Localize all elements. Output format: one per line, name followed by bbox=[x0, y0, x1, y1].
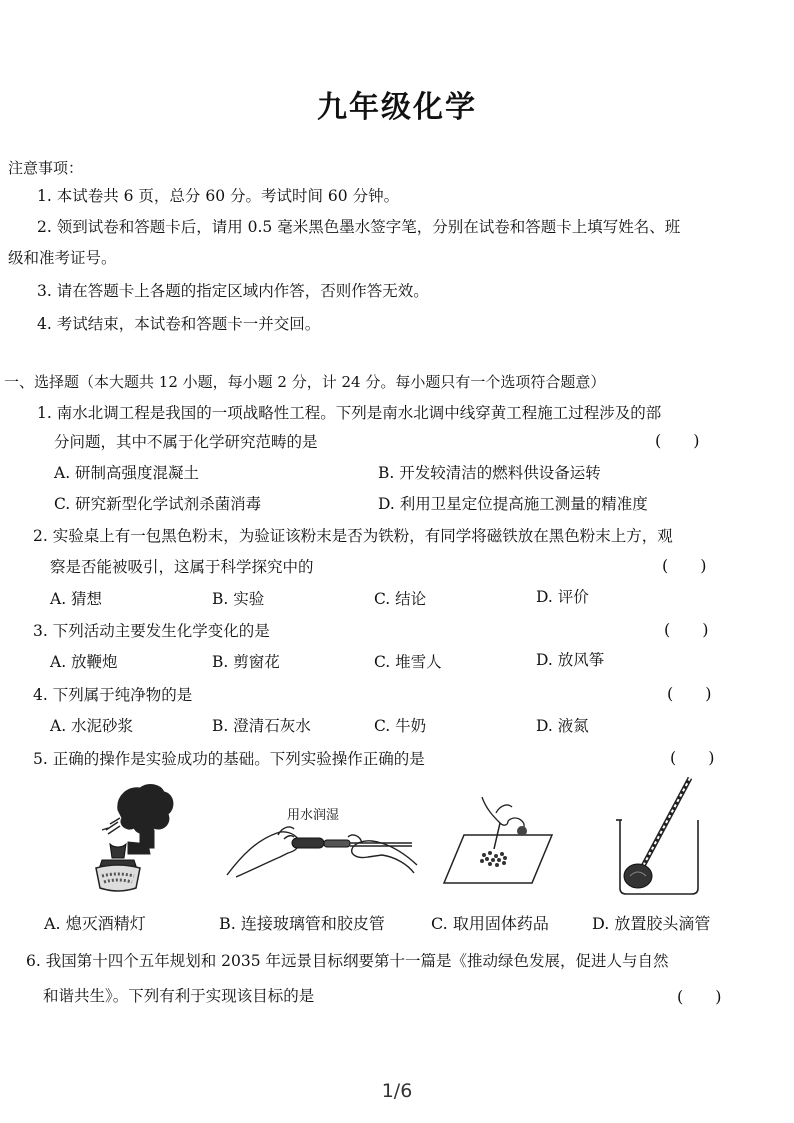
figure-b-glass-tube bbox=[222, 815, 422, 880]
q4-option-b: B. 澄清石灰水 bbox=[212, 717, 311, 735]
q3-answer-bracket[interactable]: ( ) bbox=[664, 620, 709, 639]
q5-option-a: A. 熄灭酒精灯 bbox=[44, 914, 146, 933]
q5-option-d: D. 放置胶头滴管 bbox=[592, 914, 711, 933]
q3-option-d: D. 放风筝 bbox=[536, 651, 605, 669]
q1-option-c: C. 研究新型化学试剂杀菌消毒 bbox=[54, 495, 262, 513]
q1-answer-bracket[interactable]: ( ) bbox=[655, 431, 700, 450]
figure-b-label: 用水润湿 bbox=[287, 808, 340, 823]
q2-stem: 2. 实验桌上有一包黑色粉末，为验证该粉末是否为铁粉，有同学将磁铁放在黑色粉末上方，观 bbox=[33, 527, 673, 545]
q2-stem-cont: 察是否能被吸引，这属于科学探究中的 bbox=[50, 558, 314, 576]
q1-stem-cont: 分问题，其中不属于化学研究范畴的是 bbox=[54, 433, 318, 451]
q6-stem-cont: 和谐共生》。下列有利于实现该目标的是 bbox=[43, 987, 315, 1005]
figure-d-dropper bbox=[612, 776, 712, 896]
q4-answer-bracket[interactable]: ( ) bbox=[667, 684, 712, 703]
page-number: 1/6 bbox=[381, 1080, 413, 1102]
q1-stem: 1. 南水北调工程是我国的一项战略性工程。下列是南水北调中线穿黄工程施工过程涉及的部 bbox=[37, 404, 662, 422]
q3-stem: 3. 下列活动主要发生化学变化的是 bbox=[33, 622, 270, 640]
q3-option-a: A. 放鞭炮 bbox=[50, 653, 118, 671]
q2-option-c: C. 结论 bbox=[374, 590, 427, 608]
q1-option-b: B. 开发较清洁的燃料供设备运转 bbox=[378, 464, 601, 482]
q3-option-b: B. 剪窗花 bbox=[212, 653, 280, 671]
q6-answer-bracket[interactable]: ( ) bbox=[677, 987, 722, 1006]
note-item-2: 2. 领到试卷和答题卡后，请用 0.5 毫米黑色墨水签字笔，分别在试卷和答题卡上填写姓名、班 bbox=[37, 218, 681, 236]
q4-stem: 4. 下列属于纯净物的是 bbox=[33, 686, 193, 704]
q4-option-a: A. 水泥砂浆 bbox=[50, 717, 134, 735]
note-item-4: 4. 考试结束，本试卷和答题卡一并交回。 bbox=[37, 315, 321, 333]
q1-option-a: A. 研制高强度混凝土 bbox=[54, 464, 200, 482]
q5-option-c: C. 取用固体药品 bbox=[431, 914, 549, 933]
q2-answer-bracket[interactable]: ( ) bbox=[662, 556, 707, 575]
q4-option-c: C. 牛奶 bbox=[374, 717, 427, 735]
q4-option-d: D. 液氮 bbox=[536, 717, 589, 735]
q3-option-c: C. 堆雪人 bbox=[374, 653, 442, 671]
q2-option-d: D. 评价 bbox=[536, 588, 589, 606]
note-item-3: 3. 请在答题卡上各题的指定区域内作答，否则作答无效。 bbox=[37, 282, 429, 300]
q2-option-a: A. 猜想 bbox=[50, 590, 103, 608]
note-item-1: 1. 本试卷共 6 页，总分 60 分。考试时间 60 分钟。 bbox=[37, 187, 400, 205]
section-heading: 一、选择题（本大题共 12 小题，每小题 2 分，计 24 分。每小题只有一个选项符合题意） bbox=[4, 373, 606, 391]
q5-stem: 5. 正确的操作是实验成功的基础。下列实验操作正确的是 bbox=[33, 750, 425, 768]
q5-answer-bracket[interactable]: ( ) bbox=[670, 748, 715, 767]
figure-a-alcohol-lamp bbox=[88, 778, 183, 898]
q5-option-b: B. 连接玻璃管和胶皮管 bbox=[219, 914, 385, 933]
q1-option-d: D. 利用卫星定位提高施工测量的精准度 bbox=[378, 495, 648, 513]
q2-option-b: B. 实验 bbox=[212, 590, 265, 608]
note-item-2-cont: 级和准考证号。 bbox=[8, 249, 117, 267]
q6-stem: 6. 我国第十四个五年规划和 2035 年远景目标纲要第十一篇是《推动绿色发展，促进人与自然 bbox=[26, 952, 669, 970]
notes-heading: 注意事项： bbox=[8, 159, 84, 177]
figure-c-solid-reagent bbox=[442, 795, 557, 885]
page-title: 九年级化学 bbox=[317, 90, 477, 125]
